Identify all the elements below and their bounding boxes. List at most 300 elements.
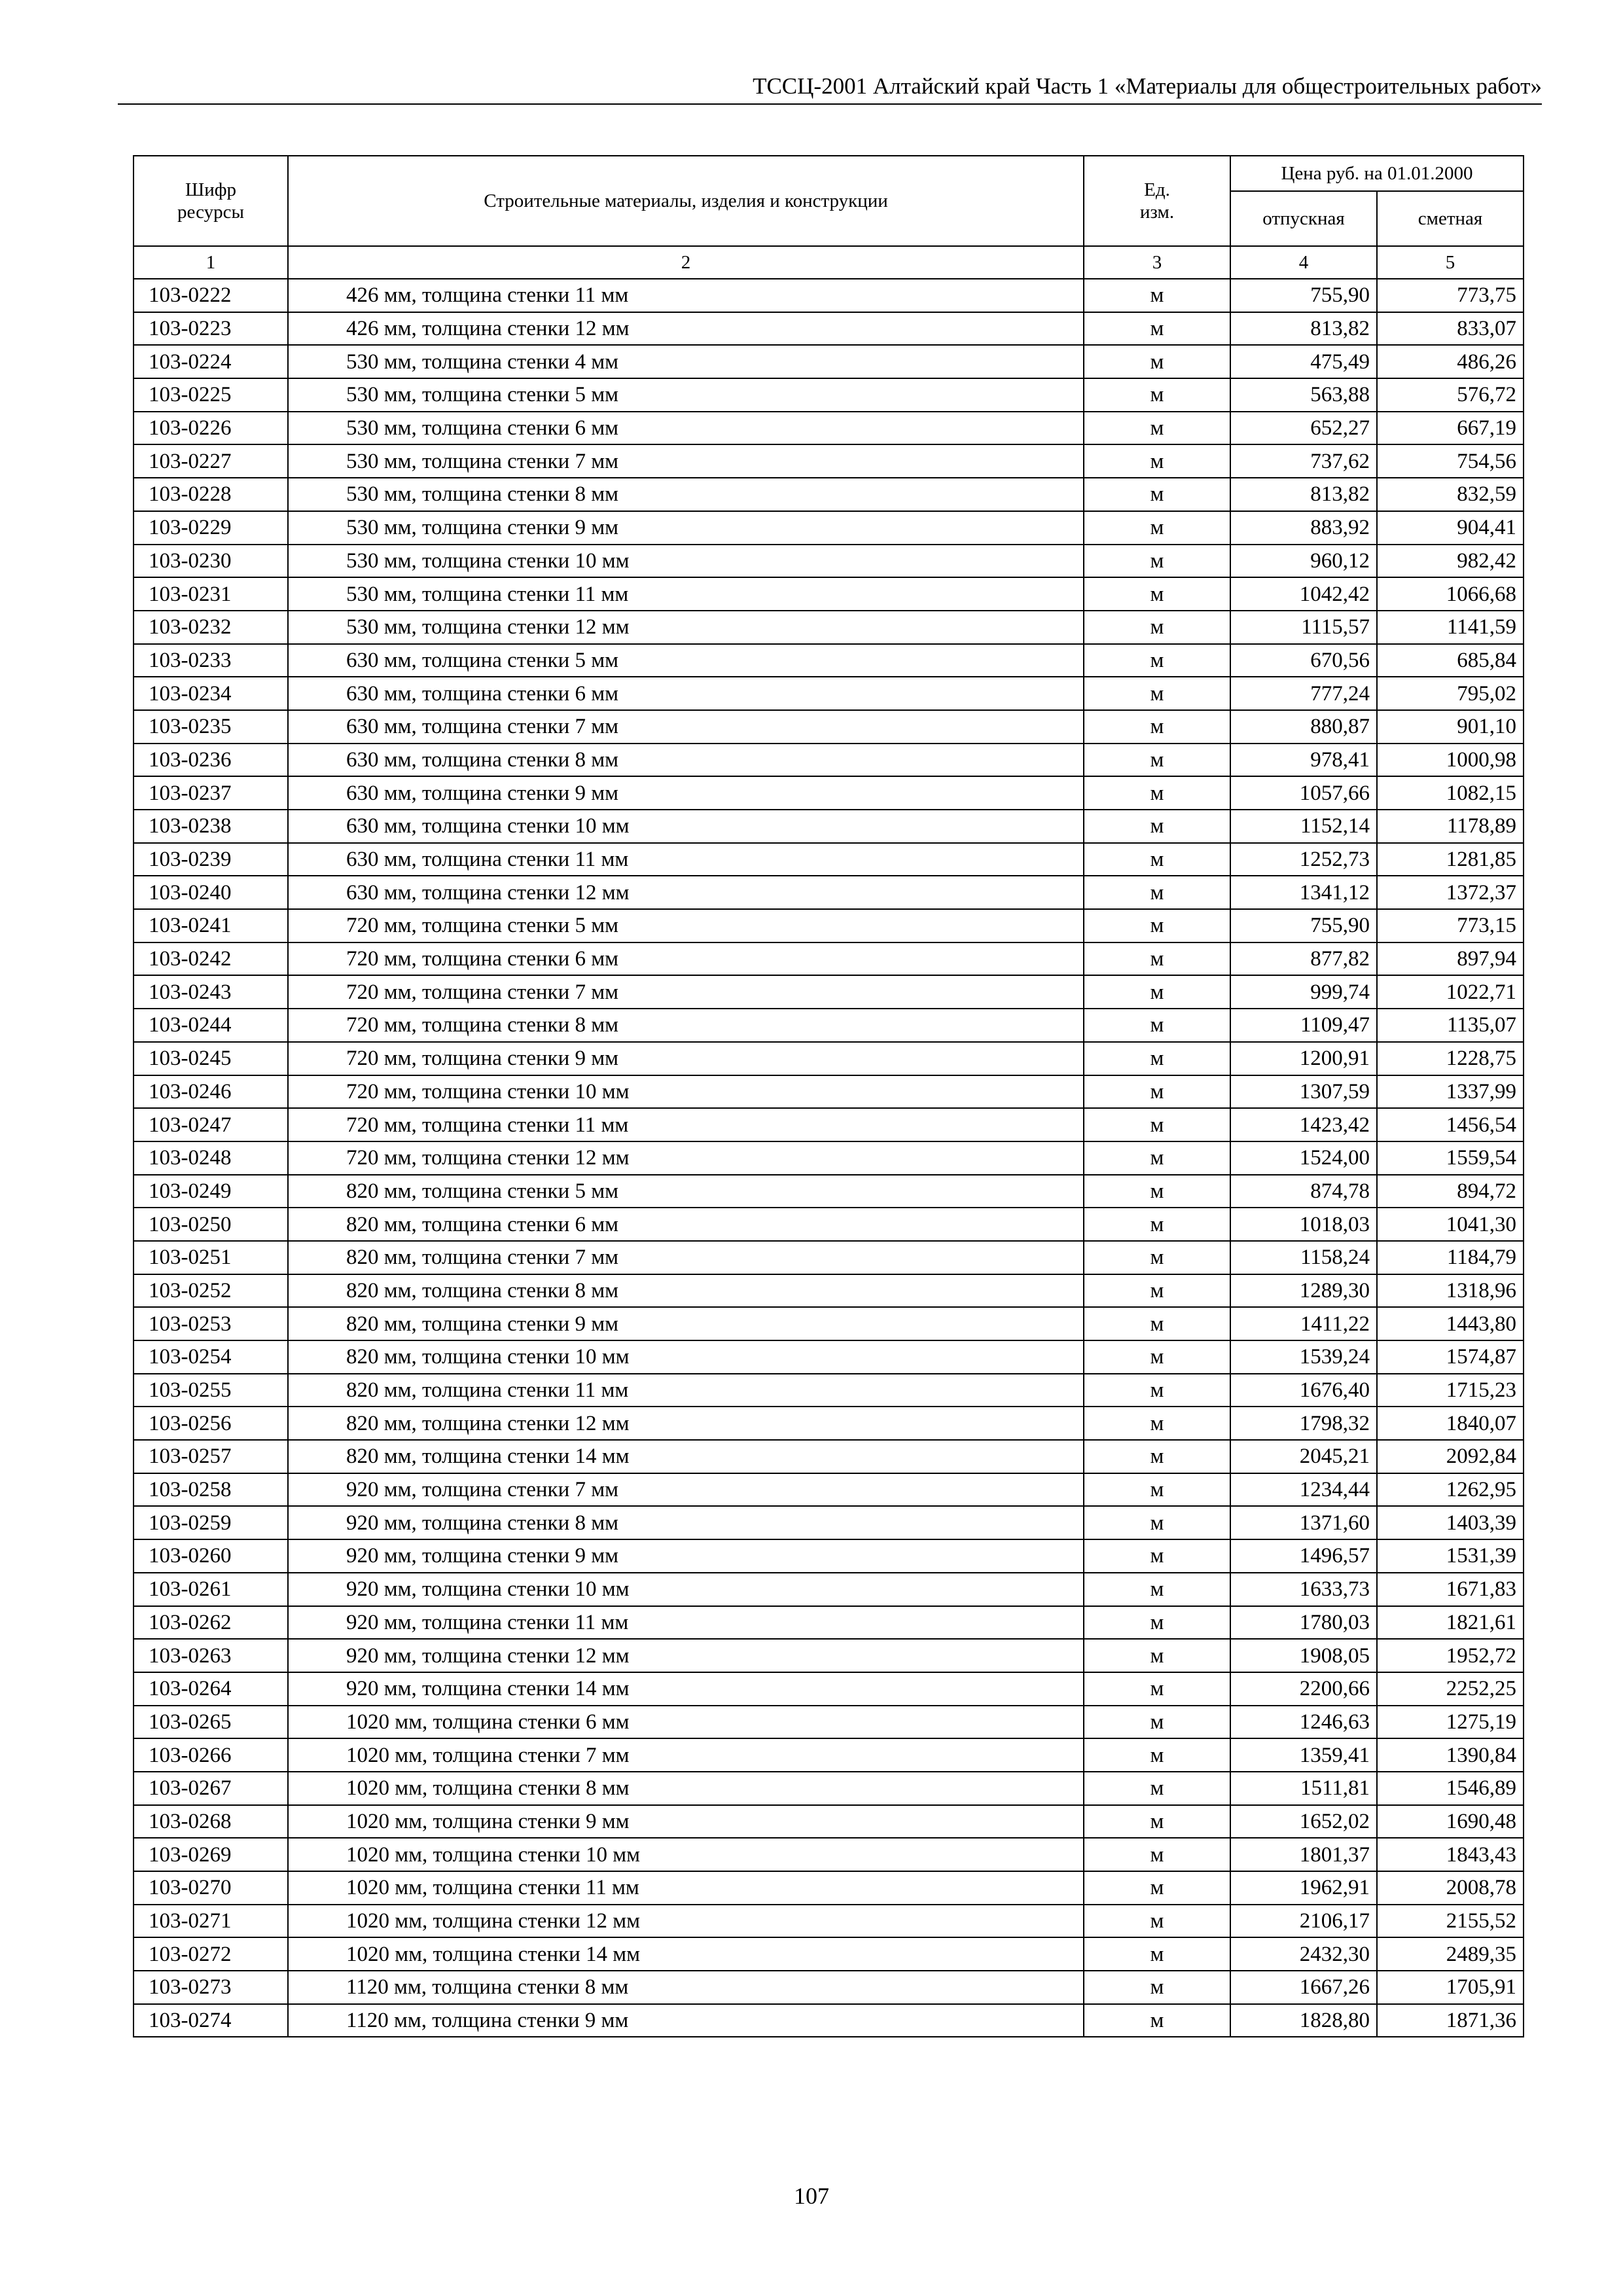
material-name: 630 мм, толщина стенки 5 мм xyxy=(288,644,1084,677)
unit-of-measure: м xyxy=(1084,710,1230,744)
resource-code: 103-0260 xyxy=(134,1539,288,1573)
estimate-price: 1843,43 xyxy=(1377,1838,1524,1871)
material-name: 920 мм, толщина стенки 10 мм xyxy=(288,1573,1084,1606)
material-name: 1120 мм, толщина стенки 8 мм xyxy=(288,1971,1084,2004)
material-name: 1020 мм, толщина стенки 10 мм xyxy=(288,1838,1084,1871)
estimate-price: 1000,98 xyxy=(1377,744,1524,777)
unit-of-measure: м xyxy=(1084,412,1230,445)
table-row xyxy=(134,1208,1524,1241)
estimate-price: 773,15 xyxy=(1377,909,1524,942)
table-body xyxy=(134,279,1524,2037)
estimate-price: 1871,36 xyxy=(1377,2004,1524,2037)
header-release-price: отпускная xyxy=(1230,191,1377,246)
material-name: 820 мм, толщина стенки 6 мм xyxy=(288,1208,1084,1241)
unit-of-measure: м xyxy=(1084,1506,1230,1539)
release-price: 1511,81 xyxy=(1230,1772,1377,1805)
estimate-price: 1228,75 xyxy=(1377,1042,1524,1075)
column-numbers-row xyxy=(134,246,1524,279)
table-row xyxy=(134,909,1524,942)
resource-code: 103-0261 xyxy=(134,1573,288,1606)
release-price: 670,56 xyxy=(1230,644,1377,677)
material-name: 530 мм, толщина стенки 10 мм xyxy=(288,545,1084,578)
material-name: 920 мм, толщина стенки 8 мм xyxy=(288,1506,1084,1539)
estimate-price: 1715,23 xyxy=(1377,1374,1524,1407)
resource-code: 103-0224 xyxy=(134,345,288,378)
table-row xyxy=(134,1108,1524,1141)
table-row xyxy=(134,378,1524,412)
material-name: 820 мм, толщина стенки 5 мм xyxy=(288,1175,1084,1208)
header-estimate-price: сметная xyxy=(1377,191,1524,246)
resource-code: 103-0267 xyxy=(134,1772,288,1805)
release-price: 1200,91 xyxy=(1230,1042,1377,1075)
unit-of-measure: м xyxy=(1084,942,1230,976)
resource-code: 103-0258 xyxy=(134,1473,288,1507)
release-price: 1496,57 xyxy=(1230,1539,1377,1573)
unit-of-measure: м xyxy=(1084,611,1230,644)
estimate-price: 1318,96 xyxy=(1377,1274,1524,1308)
unit-of-measure: м xyxy=(1084,1274,1230,1308)
table-row xyxy=(134,1706,1524,1739)
resource-code: 103-0222 xyxy=(134,279,288,312)
table-row xyxy=(134,810,1524,843)
estimate-price: 1178,89 xyxy=(1377,810,1524,843)
release-price: 1539,24 xyxy=(1230,1340,1377,1374)
release-price: 563,88 xyxy=(1230,378,1377,412)
estimate-price: 773,75 xyxy=(1377,279,1524,312)
estimate-price: 2155,52 xyxy=(1377,1905,1524,1938)
material-name: 1020 мм, толщина стенки 11 мм xyxy=(288,1871,1084,1905)
table-row xyxy=(134,1805,1524,1839)
release-price: 737,62 xyxy=(1230,444,1377,478)
estimate-price: 1705,91 xyxy=(1377,1971,1524,2004)
unit-of-measure: м xyxy=(1084,577,1230,611)
release-price: 1908,05 xyxy=(1230,1639,1377,1672)
release-price: 813,82 xyxy=(1230,478,1377,511)
material-name: 1020 мм, толщина стенки 9 мм xyxy=(288,1805,1084,1839)
table-row xyxy=(134,1141,1524,1175)
table-row xyxy=(134,975,1524,1009)
release-price: 1115,57 xyxy=(1230,611,1377,644)
material-name: 1020 мм, толщина стенки 6 мм xyxy=(288,1706,1084,1739)
release-price: 1307,59 xyxy=(1230,1075,1377,1109)
material-name: 820 мм, толщина стенки 12 мм xyxy=(288,1407,1084,1440)
unit-of-measure: м xyxy=(1084,1208,1230,1241)
release-price: 1234,44 xyxy=(1230,1473,1377,1507)
release-price: 1289,30 xyxy=(1230,1274,1377,1308)
release-price: 1252,73 xyxy=(1230,843,1377,876)
table-row xyxy=(134,1639,1524,1672)
material-name: 920 мм, толщина стенки 12 мм xyxy=(288,1639,1084,1672)
release-price: 1667,26 xyxy=(1230,1971,1377,2004)
column-number: 5 xyxy=(1377,246,1524,279)
estimate-price: 1041,30 xyxy=(1377,1208,1524,1241)
unit-of-measure: м xyxy=(1084,345,1230,378)
resource-code: 103-0247 xyxy=(134,1108,288,1141)
estimate-price: 1184,79 xyxy=(1377,1241,1524,1274)
release-price: 1633,73 xyxy=(1230,1573,1377,1606)
estimate-price: 1372,37 xyxy=(1377,876,1524,909)
material-name: 820 мм, толщина стенки 14 мм xyxy=(288,1440,1084,1473)
material-name: 630 мм, толщина стенки 11 мм xyxy=(288,843,1084,876)
release-price: 1018,03 xyxy=(1230,1208,1377,1241)
estimate-price: 667,19 xyxy=(1377,412,1524,445)
table-row xyxy=(134,577,1524,611)
unit-of-measure: м xyxy=(1084,1606,1230,1640)
unit-of-measure: м xyxy=(1084,1905,1230,1938)
release-price: 1524,00 xyxy=(1230,1141,1377,1175)
unit-of-measure: м xyxy=(1084,843,1230,876)
column-number: 4 xyxy=(1230,246,1377,279)
estimate-price: 1275,19 xyxy=(1377,1706,1524,1739)
estimate-price: 897,94 xyxy=(1377,942,1524,976)
material-name: 630 мм, толщина стенки 9 мм xyxy=(288,776,1084,810)
resource-code: 103-0246 xyxy=(134,1075,288,1109)
material-name: 720 мм, толщина стенки 8 мм xyxy=(288,1009,1084,1042)
table-row xyxy=(134,1374,1524,1407)
resource-code: 103-0230 xyxy=(134,545,288,578)
table-row xyxy=(134,1738,1524,1772)
resource-code: 103-0270 xyxy=(134,1871,288,1905)
resource-code: 103-0237 xyxy=(134,776,288,810)
table-row xyxy=(134,1340,1524,1374)
resource-code: 103-0226 xyxy=(134,412,288,445)
release-price: 2106,17 xyxy=(1230,1905,1377,1938)
unit-of-measure: м xyxy=(1084,1838,1230,1871)
unit-of-measure: м xyxy=(1084,744,1230,777)
table-row xyxy=(134,876,1524,909)
unit-of-measure: м xyxy=(1084,378,1230,412)
resource-code: 103-0257 xyxy=(134,1440,288,1473)
resource-code: 103-0253 xyxy=(134,1307,288,1340)
release-price: 880,87 xyxy=(1230,710,1377,744)
material-name: 920 мм, толщина стенки 7 мм xyxy=(288,1473,1084,1507)
material-name: 920 мм, толщина стенки 9 мм xyxy=(288,1539,1084,1573)
header-unit: Ед. изм. xyxy=(1084,156,1230,246)
resource-code: 103-0227 xyxy=(134,444,288,478)
material-name: 720 мм, толщина стенки 11 мм xyxy=(288,1108,1084,1141)
resource-code: 103-0239 xyxy=(134,843,288,876)
material-name: 530 мм, толщина стенки 9 мм xyxy=(288,511,1084,545)
material-name: 630 мм, толщина стенки 7 мм xyxy=(288,710,1084,744)
material-name: 720 мм, толщина стенки 12 мм xyxy=(288,1141,1084,1175)
header-code: Шифр ресурсы xyxy=(134,156,288,246)
table-row xyxy=(134,1009,1524,1042)
release-price: 1411,22 xyxy=(1230,1307,1377,1340)
estimate-price: 1403,39 xyxy=(1377,1506,1524,1539)
release-price: 1109,47 xyxy=(1230,1009,1377,1042)
table-row xyxy=(134,644,1524,677)
resource-code: 103-0265 xyxy=(134,1706,288,1739)
resource-code: 103-0241 xyxy=(134,909,288,942)
estimate-price: 904,41 xyxy=(1377,511,1524,545)
unit-of-measure: м xyxy=(1084,1672,1230,1706)
resource-code: 103-0225 xyxy=(134,378,288,412)
table-row xyxy=(134,611,1524,644)
table-row xyxy=(134,279,1524,312)
material-name: 426 мм, толщина стенки 12 мм xyxy=(288,312,1084,346)
unit-of-measure: м xyxy=(1084,1971,1230,2004)
unit-of-measure: м xyxy=(1084,909,1230,942)
column-number: 3 xyxy=(1084,246,1230,279)
release-price: 1676,40 xyxy=(1230,1374,1377,1407)
material-name: 720 мм, толщина стенки 6 мм xyxy=(288,942,1084,976)
material-name: 720 мм, толщина стенки 9 мм xyxy=(288,1042,1084,1075)
unit-of-measure: м xyxy=(1084,1573,1230,1606)
resource-code: 103-0248 xyxy=(134,1141,288,1175)
resource-code: 103-0262 xyxy=(134,1606,288,1640)
material-name: 630 мм, толщина стенки 6 мм xyxy=(288,677,1084,710)
unit-of-measure: м xyxy=(1084,1639,1230,1672)
unit-of-measure: м xyxy=(1084,511,1230,545)
material-name: 530 мм, толщина стенки 8 мм xyxy=(288,478,1084,511)
release-price: 1828,80 xyxy=(1230,2004,1377,2037)
table-row xyxy=(134,1871,1524,1905)
table-row xyxy=(134,478,1524,511)
unit-of-measure: м xyxy=(1084,444,1230,478)
resource-code: 103-0232 xyxy=(134,611,288,644)
release-price: 755,90 xyxy=(1230,909,1377,942)
unit-of-measure: м xyxy=(1084,1473,1230,1507)
estimate-price: 1821,61 xyxy=(1377,1606,1524,1640)
estimate-price: 1559,54 xyxy=(1377,1141,1524,1175)
material-name: 820 мм, толщина стенки 8 мм xyxy=(288,1274,1084,1308)
resource-code: 103-0229 xyxy=(134,511,288,545)
estimate-price: 833,07 xyxy=(1377,312,1524,346)
table-head xyxy=(134,156,1524,279)
material-name: 920 мм, толщина стенки 11 мм xyxy=(288,1606,1084,1640)
estimate-price: 685,84 xyxy=(1377,644,1524,677)
header-rule xyxy=(118,103,1542,105)
page-number: 107 xyxy=(794,2183,829,2209)
resource-code: 103-0235 xyxy=(134,710,288,744)
unit-of-measure: м xyxy=(1084,975,1230,1009)
table-row xyxy=(134,1307,1524,1340)
table-row xyxy=(134,744,1524,777)
unit-of-measure: м xyxy=(1084,1805,1230,1839)
resource-code: 103-0256 xyxy=(134,1407,288,1440)
resource-code: 103-0231 xyxy=(134,577,288,611)
estimate-price: 486,26 xyxy=(1377,345,1524,378)
estimate-price: 1952,72 xyxy=(1377,1639,1524,1672)
resource-code: 103-0271 xyxy=(134,1905,288,1938)
material-name: 1020 мм, толщина стенки 7 мм xyxy=(288,1738,1084,1772)
resource-code: 103-0251 xyxy=(134,1241,288,1274)
unit-of-measure: м xyxy=(1084,478,1230,511)
material-name: 820 мм, толщина стенки 7 мм xyxy=(288,1241,1084,1274)
resource-code: 103-0272 xyxy=(134,1937,288,1971)
material-name: 1020 мм, толщина стенки 12 мм xyxy=(288,1905,1084,1938)
material-name: 820 мм, толщина стенки 9 мм xyxy=(288,1307,1084,1340)
release-price: 1158,24 xyxy=(1230,1241,1377,1274)
table-row xyxy=(134,345,1524,378)
release-price: 1057,66 xyxy=(1230,776,1377,810)
release-price: 960,12 xyxy=(1230,545,1377,578)
unit-of-measure: м xyxy=(1084,1075,1230,1109)
unit-of-measure: м xyxy=(1084,2004,1230,2037)
release-price: 755,90 xyxy=(1230,279,1377,312)
running-header: ТССЦ-2001 Алтайский край Часть 1 «Материалы для общестроительных работ» xyxy=(753,73,1542,99)
estimate-price: 1022,71 xyxy=(1377,975,1524,1009)
table-row xyxy=(134,843,1524,876)
resource-code: 103-0268 xyxy=(134,1805,288,1839)
material-name: 530 мм, толщина стенки 6 мм xyxy=(288,412,1084,445)
material-name: 530 мм, толщина стенки 5 мм xyxy=(288,378,1084,412)
resource-code: 103-0273 xyxy=(134,1971,288,2004)
table-row xyxy=(134,511,1524,545)
estimate-price: 1574,87 xyxy=(1377,1340,1524,1374)
resource-code: 103-0240 xyxy=(134,876,288,909)
material-name: 820 мм, толщина стенки 10 мм xyxy=(288,1340,1084,1374)
table-row xyxy=(134,444,1524,478)
estimate-price: 1531,39 xyxy=(1377,1539,1524,1573)
material-name: 530 мм, толщина стенки 11 мм xyxy=(288,577,1084,611)
table-row xyxy=(134,710,1524,744)
unit-of-measure: м xyxy=(1084,776,1230,810)
table-row xyxy=(134,1175,1524,1208)
resource-code: 103-0263 xyxy=(134,1639,288,1672)
resource-code: 103-0254 xyxy=(134,1340,288,1374)
estimate-price: 1066,68 xyxy=(1377,577,1524,611)
release-price: 813,82 xyxy=(1230,312,1377,346)
release-price: 475,49 xyxy=(1230,345,1377,378)
resource-code: 103-0250 xyxy=(134,1208,288,1241)
resource-code: 103-0252 xyxy=(134,1274,288,1308)
estimate-price: 754,56 xyxy=(1377,444,1524,478)
table-row xyxy=(134,1937,1524,1971)
table-row xyxy=(134,412,1524,445)
table-row xyxy=(134,1042,1524,1075)
estimate-price: 1690,48 xyxy=(1377,1805,1524,1839)
unit-of-measure: м xyxy=(1084,1440,1230,1473)
table-row xyxy=(134,1905,1524,1938)
table-row xyxy=(134,1838,1524,1871)
estimate-price: 1281,85 xyxy=(1377,843,1524,876)
material-name: 426 мм, толщина стенки 11 мм xyxy=(288,279,1084,312)
resource-code: 103-0242 xyxy=(134,942,288,976)
release-price: 874,78 xyxy=(1230,1175,1377,1208)
release-price: 2432,30 xyxy=(1230,1937,1377,1971)
release-price: 1652,02 xyxy=(1230,1805,1377,1839)
estimate-price: 2092,84 xyxy=(1377,1440,1524,1473)
unit-of-measure: м xyxy=(1084,279,1230,312)
resource-code: 103-0244 xyxy=(134,1009,288,1042)
material-name: 1020 мм, толщина стенки 14 мм xyxy=(288,1937,1084,1971)
material-name: 1020 мм, толщина стенки 8 мм xyxy=(288,1772,1084,1805)
unit-of-measure: м xyxy=(1084,1937,1230,1971)
release-price: 1371,60 xyxy=(1230,1506,1377,1539)
release-price: 777,24 xyxy=(1230,677,1377,710)
release-price: 1042,42 xyxy=(1230,577,1377,611)
table-row xyxy=(134,1573,1524,1606)
resource-code: 103-0243 xyxy=(134,975,288,1009)
estimate-price: 894,72 xyxy=(1377,1175,1524,1208)
unit-of-measure: м xyxy=(1084,1141,1230,1175)
material-name: 630 мм, толщина стенки 8 мм xyxy=(288,744,1084,777)
resource-code: 103-0236 xyxy=(134,744,288,777)
material-name: 720 мм, толщина стенки 7 мм xyxy=(288,975,1084,1009)
estimate-price: 2489,35 xyxy=(1377,1937,1524,1971)
table-row xyxy=(134,1672,1524,1706)
estimate-price: 1546,89 xyxy=(1377,1772,1524,1805)
unit-of-measure: м xyxy=(1084,1772,1230,1805)
table-row xyxy=(134,1241,1524,1274)
resource-code: 103-0266 xyxy=(134,1738,288,1772)
resource-code: 103-0269 xyxy=(134,1838,288,1871)
resource-code: 103-0234 xyxy=(134,677,288,710)
release-price: 1798,32 xyxy=(1230,1407,1377,1440)
release-price: 1423,42 xyxy=(1230,1108,1377,1141)
resource-code: 103-0259 xyxy=(134,1506,288,1539)
table-row xyxy=(134,1473,1524,1507)
estimate-price: 1337,99 xyxy=(1377,1075,1524,1109)
material-name: 530 мм, толщина стенки 7 мм xyxy=(288,444,1084,478)
resource-code: 103-0228 xyxy=(134,478,288,511)
estimate-price: 1840,07 xyxy=(1377,1407,1524,1440)
release-price: 2200,66 xyxy=(1230,1672,1377,1706)
unit-of-measure: м xyxy=(1084,1374,1230,1407)
material-name: 530 мм, толщина стенки 12 мм xyxy=(288,611,1084,644)
material-name: 1120 мм, толщина стенки 9 мм xyxy=(288,2004,1084,2037)
estimate-price: 1262,95 xyxy=(1377,1473,1524,1507)
release-price: 2045,21 xyxy=(1230,1440,1377,1473)
table-row xyxy=(134,1075,1524,1109)
release-price: 999,74 xyxy=(1230,975,1377,1009)
column-number: 1 xyxy=(134,246,288,279)
unit-of-measure: м xyxy=(1084,1175,1230,1208)
unit-of-measure: м xyxy=(1084,545,1230,578)
unit-of-measure: м xyxy=(1084,312,1230,346)
unit-of-measure: м xyxy=(1084,1539,1230,1573)
estimate-price: 1456,54 xyxy=(1377,1108,1524,1141)
resource-code: 103-0264 xyxy=(134,1672,288,1706)
release-price: 877,82 xyxy=(1230,942,1377,976)
material-name: 920 мм, толщина стенки 14 мм xyxy=(288,1672,1084,1706)
release-price: 1341,12 xyxy=(1230,876,1377,909)
unit-of-measure: м xyxy=(1084,644,1230,677)
material-name: 720 мм, толщина стенки 5 мм xyxy=(288,909,1084,942)
table-row xyxy=(134,1539,1524,1573)
column-number: 2 xyxy=(288,246,1084,279)
release-price: 1801,37 xyxy=(1230,1838,1377,1871)
price-table xyxy=(133,155,1524,2037)
table-row xyxy=(134,545,1524,578)
release-price: 1962,91 xyxy=(1230,1871,1377,1905)
estimate-price: 1443,80 xyxy=(1377,1307,1524,1340)
release-price: 1359,41 xyxy=(1230,1738,1377,1772)
material-name: 530 мм, толщина стенки 4 мм xyxy=(288,345,1084,378)
unit-of-measure: м xyxy=(1084,810,1230,843)
estimate-price: 1671,83 xyxy=(1377,1573,1524,1606)
release-price: 883,92 xyxy=(1230,511,1377,545)
release-price: 978,41 xyxy=(1230,744,1377,777)
unit-of-measure: м xyxy=(1084,1871,1230,1905)
unit-of-measure: м xyxy=(1084,1407,1230,1440)
unit-of-measure: м xyxy=(1084,1042,1230,1075)
release-price: 1152,14 xyxy=(1230,810,1377,843)
table-row xyxy=(134,776,1524,810)
table-row xyxy=(134,677,1524,710)
material-name: 820 мм, толщина стенки 11 мм xyxy=(288,1374,1084,1407)
release-price: 1780,03 xyxy=(1230,1606,1377,1640)
table-row xyxy=(134,942,1524,976)
unit-of-measure: м xyxy=(1084,1738,1230,1772)
resource-code: 103-0255 xyxy=(134,1374,288,1407)
resource-code: 103-0274 xyxy=(134,2004,288,2037)
table-row xyxy=(134,312,1524,346)
release-price: 652,27 xyxy=(1230,412,1377,445)
table-row xyxy=(134,1606,1524,1640)
resource-code: 103-0249 xyxy=(134,1175,288,1208)
